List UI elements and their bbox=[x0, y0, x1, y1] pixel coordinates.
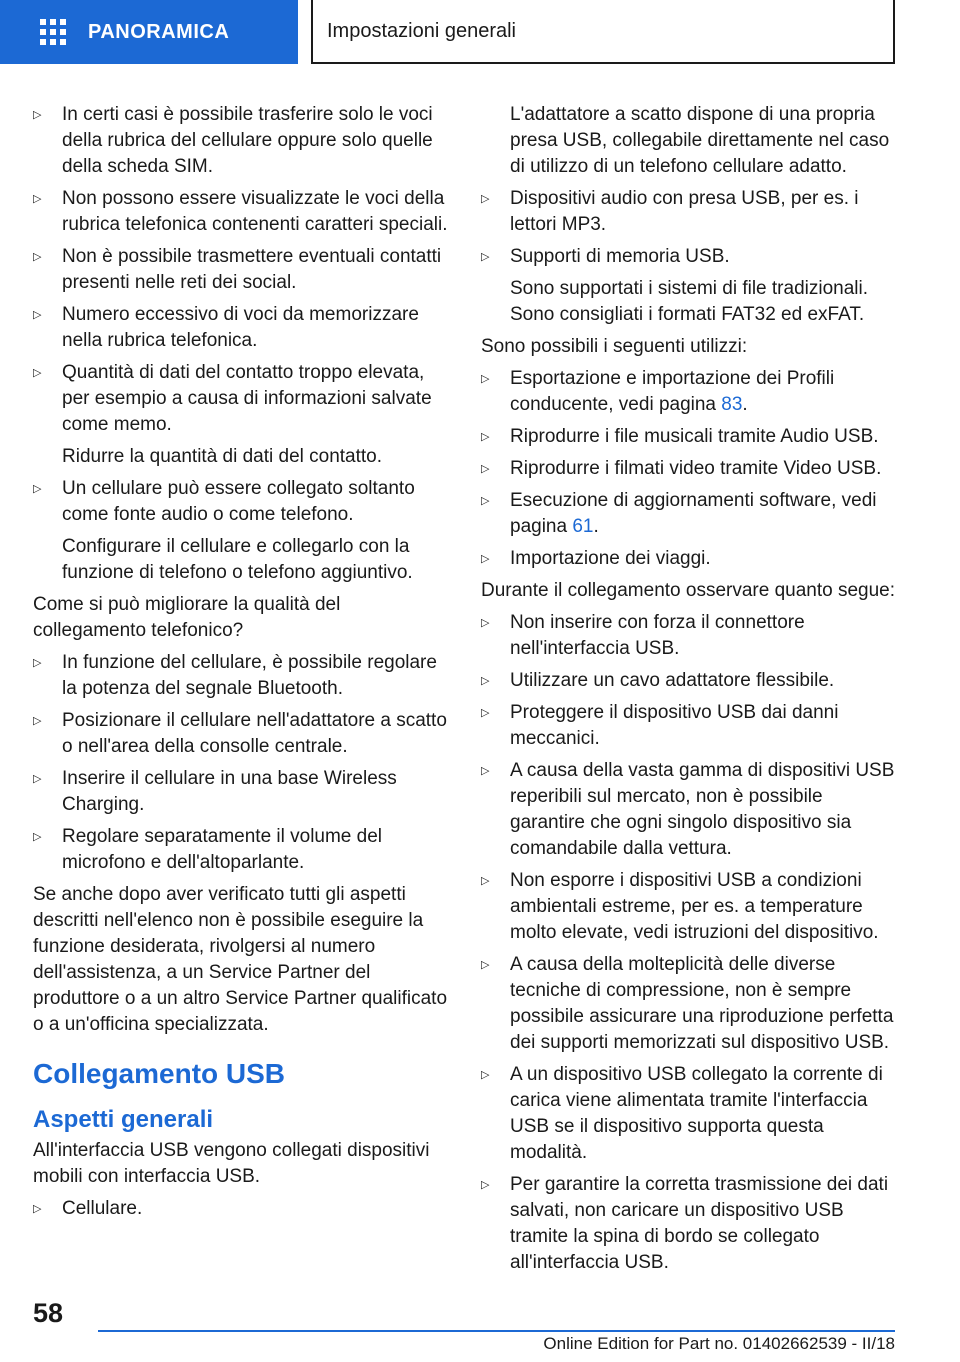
footer-divider bbox=[98, 1330, 895, 1332]
bullet-icon: ▷ bbox=[33, 251, 42, 263]
bullet-icon: ▷ bbox=[481, 373, 490, 385]
list-item-text: Non possono essere visualizzate le voci della rubrica telefonica contenenti caratteri speciali. bbox=[62, 188, 448, 235]
during-intro: Durante il collegamento osservare quanto segue: bbox=[481, 580, 896, 601]
bullet-icon: ▷ bbox=[33, 109, 42, 121]
usb-intro-paragraph: All'interfaccia USB vengono collegati dispositivi mobili con interfaccia USB. bbox=[33, 1140, 430, 1187]
edition-footer: Online Edition for Part no. 01402662539 - II/18 bbox=[543, 1334, 895, 1353]
device-list bbox=[33, 1196, 448, 1222]
list-item bbox=[481, 610, 901, 662]
list-item bbox=[481, 424, 901, 450]
bullet-icon: ▷ bbox=[481, 495, 490, 507]
list-item bbox=[33, 708, 448, 760]
list-item-text: A causa della vasta gamma di dispositivi USB reperibili sul mercato, non è possibile garantire che ogni singolo dispositivo sia comandabile dalla vettura. bbox=[510, 760, 895, 859]
bullet-icon: ▷ bbox=[481, 707, 490, 719]
audio-use-text: Riprodurre i file musicali tramite Audio USB. bbox=[510, 426, 879, 447]
question-paragraph: Come si può migliorare la qualità del collegamento telefonico? bbox=[33, 594, 341, 641]
bullet-icon: ▷ bbox=[33, 483, 42, 495]
list-item-text: Per garantire la corretta trasmissione dei dati salvati, non caricare un dispositivo USB tramite la spina di bordo se collegato all'interfaccia USB. bbox=[510, 1174, 889, 1273]
precautions-list bbox=[481, 610, 901, 1276]
list-item-text: A un dispositivo USB collegato la corrente di carica viene alimentata tramite l'interfaccia USB se il dispositivo supporta questa modalità. bbox=[510, 1064, 883, 1163]
bullet-icon: ▷ bbox=[33, 657, 42, 669]
bullet-icon: ▷ bbox=[481, 553, 490, 565]
list-item: ▷ Esportazione e importazione dei Profili conducente, vedi pagina 83. bbox=[481, 368, 835, 415]
page-number: 58 bbox=[33, 1298, 64, 1328]
top-bar bbox=[0, 0, 960, 66]
list-item-text: Un cellulare può essere collegato soltanto come fonte audio o come telefono. bbox=[62, 478, 415, 525]
section-title: Impostazioni generali bbox=[327, 19, 516, 42]
list-item bbox=[33, 244, 448, 296]
list-item-text: Quantità di dati del contatto troppo elevata, per esempio a causa di informazioni salvate come memo. bbox=[62, 362, 432, 435]
bullet-icon: ▷ bbox=[33, 1203, 42, 1215]
bullet-icon: ▷ bbox=[33, 773, 42, 785]
bullet-icon: ▷ bbox=[481, 959, 490, 971]
list-item-text: In certi casi è possibile trasferire solo le voci della rubrica del cellulare oppure solo quelle della scheda SIM. bbox=[62, 104, 433, 177]
list-item bbox=[33, 476, 448, 586]
list-item bbox=[481, 186, 901, 238]
right-column bbox=[481, 102, 901, 1282]
list-item bbox=[481, 700, 901, 752]
bullet-icon: ▷ bbox=[481, 675, 490, 687]
list-item bbox=[481, 456, 901, 482]
list-item-text: Configurare il cellulare e collegarlo con la funzione di telefono o telefono aggiuntivo. bbox=[62, 536, 413, 583]
list-item-text: Inserire il cellulare in una base Wireless Charging. bbox=[62, 768, 397, 815]
bullet-icon: ▷ bbox=[481, 431, 490, 443]
bullet-icon: ▷ bbox=[481, 617, 490, 629]
list-item bbox=[481, 244, 901, 328]
list-item-text: Non esporre i dispositivi USB a condizioni ambientali estreme, per es. a temperature molto elevate, vedi istruzioni del dispositivo. bbox=[510, 870, 879, 943]
general-aspects-heading: Aspetti generali bbox=[33, 1106, 214, 1133]
update-text: Esecuzione di aggiornamenti software, vedi pagina bbox=[510, 490, 877, 537]
bullet-icon: ▷ bbox=[481, 875, 490, 887]
list-item bbox=[33, 186, 448, 238]
adapter-paragraph: L'adattatore a scatto dispone di una propria presa USB, collegabile direttamente nel caso di utilizzo di un telefono cellulare adatto. bbox=[510, 104, 890, 177]
trips-use-text: Importazione dei viaggi. bbox=[510, 548, 711, 569]
list-item-text: Supporti di memoria USB. bbox=[510, 246, 730, 267]
list-item bbox=[481, 952, 901, 1056]
list-item bbox=[481, 1062, 901, 1166]
list-item bbox=[481, 758, 901, 862]
list-item bbox=[33, 102, 448, 180]
uses-list bbox=[481, 366, 901, 572]
section-title-tab[interactable] bbox=[311, 0, 895, 64]
bullet-icon: ▷ bbox=[33, 193, 42, 205]
list-item-text: Non è possibile trasmettere eventuali contatti presenti nelle reti dei social. bbox=[62, 246, 442, 293]
list-item-text: Dispositivi audio con presa USB, per es. i lettori MP3. bbox=[510, 188, 859, 235]
bullet-icon: ▷ bbox=[481, 765, 490, 777]
usb-connection-heading: Collegamento USB bbox=[33, 1058, 286, 1089]
page-link-61[interactable]: 61 bbox=[572, 516, 594, 537]
list-item-text: Sono supportati i sistemi di file tradizionali. Sono consigliati i formati FAT32 ed exFAT. bbox=[510, 278, 869, 325]
profiles-text: Esportazione e importazione dei Profili conducente, vedi pagina bbox=[510, 368, 835, 415]
bullet-icon: ▷ bbox=[33, 715, 42, 727]
list-item bbox=[481, 868, 901, 946]
list-item-text: Numero eccessivo di voci da memorizzare nella rubrica telefonica. bbox=[62, 304, 419, 351]
overview-nav-button[interactable] bbox=[0, 0, 298, 64]
list-item-text: In funzione del cellulare, è possibile regolare la potenza del segnale Bluetooth. bbox=[62, 652, 437, 699]
list-item bbox=[481, 1172, 901, 1276]
list-item-text: Non inserire con forza il connettore nell'interfaccia USB. bbox=[510, 612, 805, 659]
assistance-paragraph: Se anche dopo aver verificato tutti gli aspetti descritti nell'elenco non è possibile eseguire la funzione desiderata, rivolgersi al numero dell'assistenza, a un Service Partner del produttore o a un altro Service Partner qualificato o a un'officina specializzata. bbox=[33, 884, 448, 1035]
list-item bbox=[33, 360, 448, 470]
video-use-text: Riprodurre i filmati video tramite Video USB. bbox=[510, 458, 882, 479]
device-types-list bbox=[481, 186, 901, 328]
bullet-icon: ▷ bbox=[481, 1179, 490, 1191]
list-item-text: Posizionare il cellulare nell'adattatore a scatto o nell'area della consolle centrale. bbox=[62, 710, 447, 757]
grid-icon bbox=[40, 19, 66, 45]
issues-list bbox=[33, 102, 448, 586]
list-item-text: A causa della molteplicità delle diverse tecniche di compressione, non è sempre possibile assicurare una riproduzione perfetta dei supporti memorizzati sul dispositivo USB. bbox=[510, 954, 894, 1053]
list-item: ▷ Esecuzione di aggiornamenti software, vedi pagina 61. bbox=[481, 490, 877, 537]
list-item bbox=[481, 546, 901, 572]
list-item-text: Utilizzare un cavo adattatore flessibile. bbox=[510, 670, 835, 691]
list-item bbox=[33, 302, 448, 354]
bullet-icon: ▷ bbox=[33, 309, 42, 321]
list-item-text: Proteggere il dispositivo USB dai danni meccanici. bbox=[510, 702, 839, 749]
improvements-list bbox=[33, 650, 448, 876]
bullet-icon: ▷ bbox=[481, 193, 490, 205]
bullet-icon: ▷ bbox=[481, 251, 490, 263]
page-link-83[interactable]: 83 bbox=[721, 394, 743, 415]
list-item-text: Ridurre la quantità di dati del contatto. bbox=[62, 446, 383, 467]
bullet-icon: ▷ bbox=[33, 831, 42, 843]
uses-intro: Sono possibili i seguenti utilizzi: bbox=[481, 336, 748, 357]
left-column bbox=[33, 102, 448, 1228]
list-item-text: Regolare separatamente il volume del microfono e dell'altoparlante. bbox=[62, 826, 383, 873]
list-item-text: Cellulare. bbox=[62, 1198, 143, 1219]
list-item bbox=[481, 668, 901, 694]
list-item bbox=[33, 824, 448, 876]
overview-nav-label: PANORAMICA bbox=[88, 20, 230, 43]
bullet-icon: ▷ bbox=[481, 463, 490, 475]
list-item bbox=[33, 1196, 448, 1222]
list-item bbox=[33, 766, 448, 818]
bullet-icon: ▷ bbox=[33, 367, 42, 379]
list-item bbox=[33, 650, 448, 702]
bullet-icon: ▷ bbox=[481, 1069, 490, 1081]
